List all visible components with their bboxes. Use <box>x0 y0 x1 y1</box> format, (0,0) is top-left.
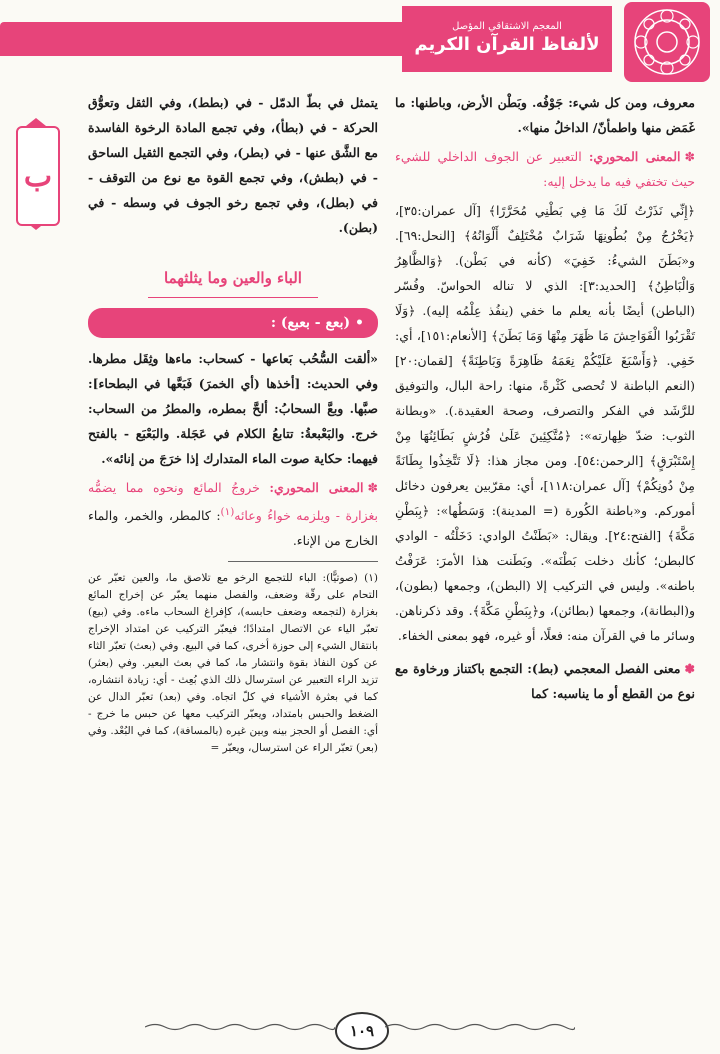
header-subtitle: المعجم الاشتقاقي المؤصل <box>452 21 562 32</box>
footnote: (١) (صوتيًّا): الباء للتجمع الرخو مع تلاصق ما، والعين تعبّر عن التحام على رقّة وضعف، والفصل منهما يعبّر عن إخراج المائع بغزارة (لتجمعه وضعف حابسه)، كإفراغ السحاب ماءه. وفي (بيع) تعبّر الياء عن الاتصال امتدادًا؛ فيعبّر التركيب عن امتداد الإخراج بانتقال الشيء إلى حوزة أخرى، كما في البيع. وفي (بعث) تعبّر الثاء عن كون النفاذ بقوة وانتشار ما، كما في بعث البعير. وفي (بعثر) تزيد الراء التعبير عن استرسال ذلك الذي بُعِث - أي: زيادة انتشاره، كما في بعثرة الأشياء في كلّ اتجاه. وفي (بعد) تعبّر الدال عن الضغط والحبس بامتداد، ويعبّر التركيب معها عن حبس ما خرج - أي: الفصل أو الحجز بينه وبين غيره (بالمسافة)، كما في البُعْد. وفي (بعر) تعبّر الراء عن استرسال، ويعبّر = <box>88 572 378 755</box>
footer-ornament-right-icon <box>385 1022 575 1032</box>
footer-ornament-left-icon <box>145 1022 335 1032</box>
section-letter: ب <box>23 158 53 194</box>
fasl-text: التجمع باكتناز ورخاوة مع نوع من القطع أو ما يناسبه: كما <box>395 661 695 701</box>
left-paragraph-1: يتمثل في بطّ الدمّل - في (بطط)، وفي الثقل وتعوُّق الحركة - في (بطأ)، وفي تجمع المادة الرخوة الفاسدة مع الشَّق عنها - في (بطر)، وفي التجمع الثقيل الساحق - في (بطش)، وفي تجمع القوة مع نوع من التوقف - في (بطل)، وفي تجمع رخو الجوف في وسطه - في (بطن). <box>88 95 378 235</box>
star-icon: ✽ <box>684 661 695 676</box>
star-icon: ✽ <box>367 480 378 495</box>
left-paragraph-2: «ألقت السُّحُب بَعاعها - كسحاب: ماءها وثِقَل مطرها. وفي الحديث: [أخذها (أي الخمرَ) فَبَعَّها في البطحاء]: صبَّها. وبعَّ السحابُ: ألحَّ بمطره، والمطرُ من السحاب: خرج. والبَعْبعةُ: تتابعُ الكلام في عَجَلة. والبَعْبَع - بالفتح فيهما: حكاية صوت الماء المتدارك إذا خرَجَ من إنائه». <box>88 351 378 466</box>
right-paragraph-2: ﴿إِنِّي نَذَرْتُ لَكَ مَا فِي بَطْنِي مُحَرَّرًا﴾ [آل عمران:٣٥]، ﴿يَخْرُجُ مِنْ بُطُونِهَا شَرَابٌ مُخْتَلِفٌ أَلْوَانُهُ﴾ [النحل:٦٩]. و«بَطَنَ الشيءُ: خَفِيَ» (كأنه في بَطْن). ﴿وَالظَّاهِرُ وَالْبَاطِنُ﴾ [الحديد:٣]: الذي لا تناله الحواسّ. وفُسّر (الباطن) أيضًا بأنه يعلم ما خفي (ينفُذ عِلْمُه إليه). ﴿وَلَا تَقْرَبُوا الْفَوَاحِشَ مَا ظَهَرَ مِنْهَا وَمَا بَطَنَ﴾ [الأنعام:١٥١]، أي: خَفِي. ﴿وَأَسْبَغَ عَلَيْكُمْ نِعَمَهُ ظَاهِرَةً وَبَاطِنَةً﴾ [لقمان:٢٠] (النعم الباطنة لا تُحصى كَثْرةً، منها: راحة البال، والتوفيق للرَّشَد في الفكر والتصرف، وصحة العقيدة.). «وبطانة الثوب: ضدّ ظِهارته»: ﴿مُتَّكِئِينَ عَلَىٰ فُرُشٍ بَطَائِنُهَا مِنْ إِسْتَبْرَقٍ﴾ [الرحمن:٥٤]. ومن مجاز هذا: ﴿لَا تَتَّخِذُوا بِطَانَةً مِنْ دُونِكُمْ﴾ [آل عمران:١١٨]، أي: مقرّبين يعرفون دخائل أموركم. و«باطنة الكُورة (= المدينة): وَسَطُها»: ﴿بِبَطْنِ مَكَّةَ﴾ [الفتح:٢٤]. ويقال: «بَطَنْتُ الوادي: دَخَلْتُه - الوادي كالبطن؛ كأنك دخلت بَطْنَه». وبَطَنت هذا الأمرَ: عَرَفْتُ باطنه». وليس في التركيب إلا (البطن)، وجمعها (بطون)، و(البطانة)، وجمعها (بطائن)، و﴿بِبَطْنِ مَكَّةَ﴾. وقد ذكرناهن. وسائر ما في القرآن منه: فعلًا، أو غيره، فهو بمعنى الخفاء. <box>395 203 696 643</box>
star-icon: ✽ <box>684 149 695 164</box>
right-column <box>395 90 695 710</box>
right-paragraph-1: معروف، ومن كل شيء: جَوْفُه. وبَطْن الأرض، وباطنها: ما غَمَض منها واطمأنّ/ الداخلُ منها». <box>395 95 695 135</box>
section-title: الباء والعين وما يثلثهما <box>164 269 302 287</box>
footnote-marker: (١) <box>220 506 235 518</box>
page-header <box>0 0 720 84</box>
page-number: ١٠٩ <box>335 1012 389 1050</box>
right-fasl <box>395 656 695 706</box>
header-title-box <box>402 6 612 72</box>
left-column <box>88 90 378 761</box>
footnote-divider <box>228 561 378 562</box>
entry-title: • (بعع - بعبع) : <box>88 308 378 338</box>
left-core-meaning-tail: : كالمطر، والخمر، والماء الخارج من الإناء. <box>88 508 378 549</box>
core-meaning-label: المعنى المحوري: <box>588 149 681 164</box>
core-meaning-text: التعبير عن الجوف الداخلي للشيء حيث تختفي فيه ما يدخل إليه: <box>395 149 695 189</box>
section-divider <box>148 297 318 298</box>
right-core-meaning <box>395 144 695 194</box>
left-core-meaning-text: خروجُ المائع ونحوه مما يضمُّه بغزارة - ويلزمه خواءُ وعائه <box>88 480 378 524</box>
page-footer <box>0 1008 720 1048</box>
left-core-meaning-label: المعنى المحوري: <box>269 480 364 495</box>
medallion-ornament-icon <box>624 2 710 82</box>
header-title: لألفاظ القرآن الكريم <box>414 34 600 55</box>
letter-tab <box>6 118 66 230</box>
letter-frame <box>16 126 60 226</box>
fasl-label: معنى الفصل المعجمي (بط): <box>527 661 681 676</box>
left-core-meaning <box>88 475 378 553</box>
